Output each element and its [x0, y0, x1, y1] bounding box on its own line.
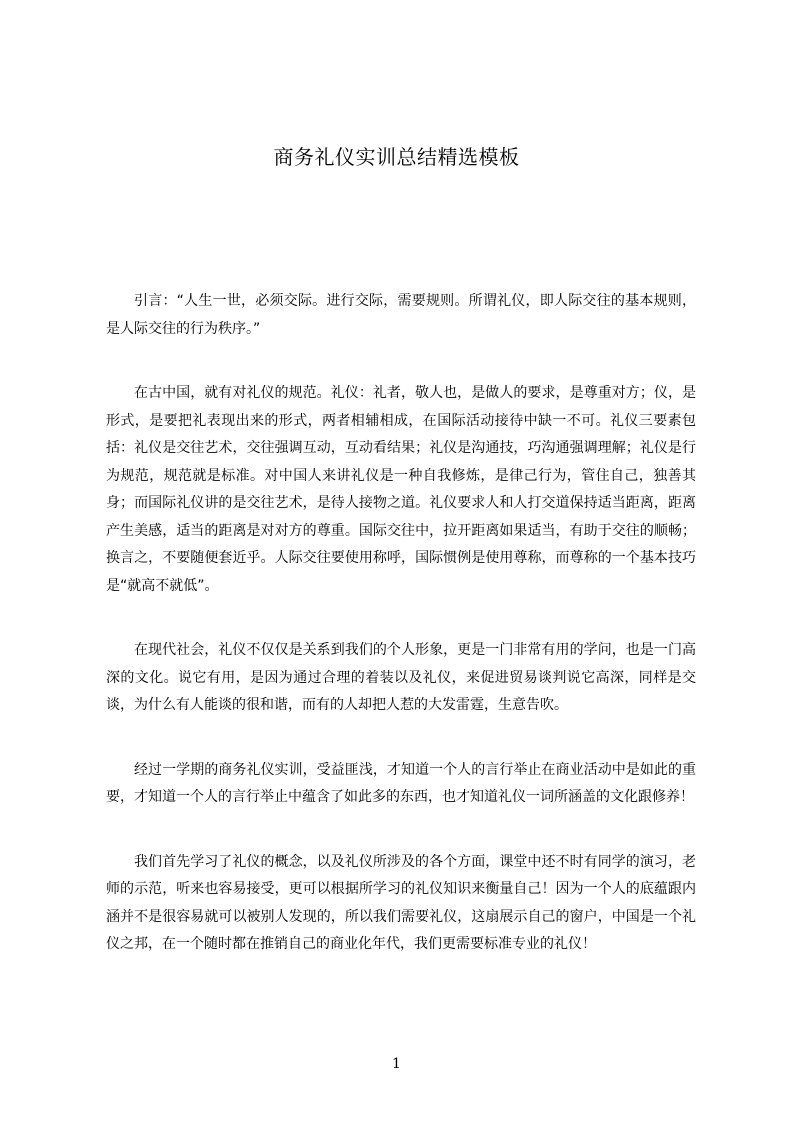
paragraph-learning-content: 我们首先学习了礼仪的概念，以及礼仪所涉及的各个方面，课堂中还不时有同学的演习，老师的示范，听来也容易接受，更可以根据所学习的礼仪知识来衡量自己！因为一个人的底蕴跟内涵并不是很容易就可以被别人发现的，所以我们需要礼仪，这扇展示自己的窗户，中国是一个礼仪之邦，在一个随时都在推销自己的商业化年代，我们更需要标准专业的礼仪！ — [106, 853, 696, 952]
paragraph-ancient-china-etiquette: 在古中国，就有对礼仪的规范。礼仪：礼者，敬人也，是做人的要求，是尊重对方；仪，是形式，是要把礼表现出来的形式，两者相辅相成，在国际活动接待中缺一不可。礼仪三要素包括：礼仪是交往艺术，交往强调互动，互动看结果；礼仪是沟通技，巧沟通强调理解；礼仪是行为规范，规范就是标准。对中国人来讲礼仪是一种自我修炼，是律己行为，管住自己，独善其身；而国际礼仪讲的是交往艺术，是待人接物之道。礼仪要求人和人打交道保持适当距离，距离产生美感，适当的距离是对对方的尊重。国际交往中，拉开距离如果适当，有助于交往的顺畅；换言之，不要随便套近乎。人际交往要使用称呼，国际惯例是使用尊称，而尊称的一个基本技巧是“就高不就低”。 — [106, 385, 696, 594]
document-body — [106, 288, 696, 996]
paragraph-intro-quote: 引言：“人生一世，必须交际。进行交际，需要规则。所谓礼仪，即人际交往的基本规则，是人际交往的行为秩序。” — [106, 293, 696, 337]
page-number: 1 — [392, 1056, 401, 1072]
paragraph-modern-society: 在现代社会，礼仪不仅仅是关系到我们的个人形象，更是一门非常有用的学问，也是一门高深的文化。说它有用，是因为通过合理的着装以及礼仪，来促进贸易谈判说它高深，同样是交谈，为什么有人能谈的很和谐，而有的人却把人惹的大发雷霆，生意告吹。 — [106, 642, 696, 713]
paragraph-training-gains: 经过一学期的商务礼仪实训，受益匪浅，才知道一个人的言行举止在商业活动中是如此的重要，才知道一个人的言行举止中蕴含了如此多的东西，也才知道礼仪一词所涵盖的文化跟修养！ — [106, 761, 696, 805]
page-title: 商务礼仪实训总结精选模板 — [273, 145, 520, 169]
